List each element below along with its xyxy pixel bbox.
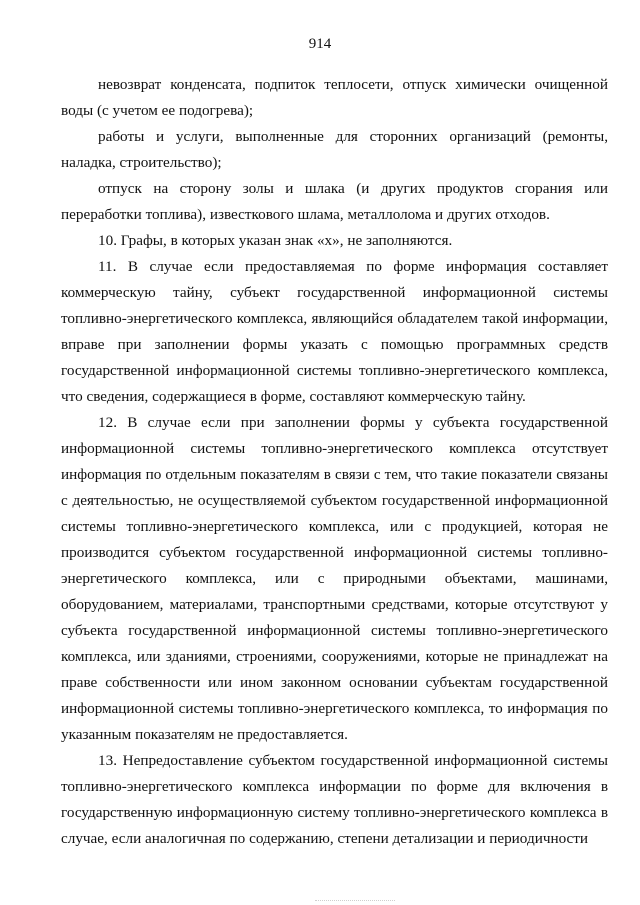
paragraph-clause-10: 10. Графы, в которых указан знак «х», не заполняются. xyxy=(98,232,453,249)
scan-artifact-line xyxy=(315,900,395,902)
paragraph-clause-13: 13. Непредоставление субъектом государственной информационной системы топливно-энергетического комплекса информации по форме для включения в государственную информационную систему топливно-энергетического комплекса в случае, если аналогичная по содержанию, степени детализации и периодичности xyxy=(61,752,608,847)
page-number: 914 xyxy=(308,36,332,52)
paragraph-third-party-works: работы и услуги, выполненные для сторонних организаций (ремонты, наладка, строительство); xyxy=(61,128,608,171)
paragraph-ash-slag: отпуск на сторону золы и шлака (и других продуктов сгорания или переработки топлива), известкового шлама, металлолома и других отходов. xyxy=(61,180,608,223)
paragraph-condensate: невозврат конденсата, подпиток теплосети, отпуск химически очищенной воды (с учетом ее подогрева); xyxy=(61,76,608,119)
paragraph-clause-12: 12. В случае если при заполнении формы у субъекта государственной информационной системы топливно-энергетического комплекса отсутствует информация по отдельным показателям в связи с тем, что такие показатели связаны с деятельностью, не осуществляемой субъектом государственной информационной системы топливно-энергетического комплекса, или с продукцией, которая не производится субъектом государственной информационной системы топливно-энергетического комплекса, или с природными объектами, машинами, оборудованием, материалами, транспортными средствами, которые отсутствуют у субъекта государственной информационной системы топливно-энергетического комплекса, или зданиями, строениями, сооружениями, которые не принадлежат на праве собственности или ином законном основании субъектам государственной информационной системы топливно-энергетического комплекса, то информация по указанным показателям не предоставляется. xyxy=(61,414,608,743)
page-body xyxy=(61,72,608,852)
paragraph-clause-11: 11. В случае если предоставляемая по форме информация составляет коммерческую тайну, субъект государственной информационной системы топливно-энергетического комплекса, являющийся обладателем такой информации, вправе при заполнении формы указать с помощью программных средств государственной информационной системы топливно-энергетического комплекса, что сведения, содержащиеся в форме, составляют коммерческую тайну. xyxy=(61,258,608,405)
